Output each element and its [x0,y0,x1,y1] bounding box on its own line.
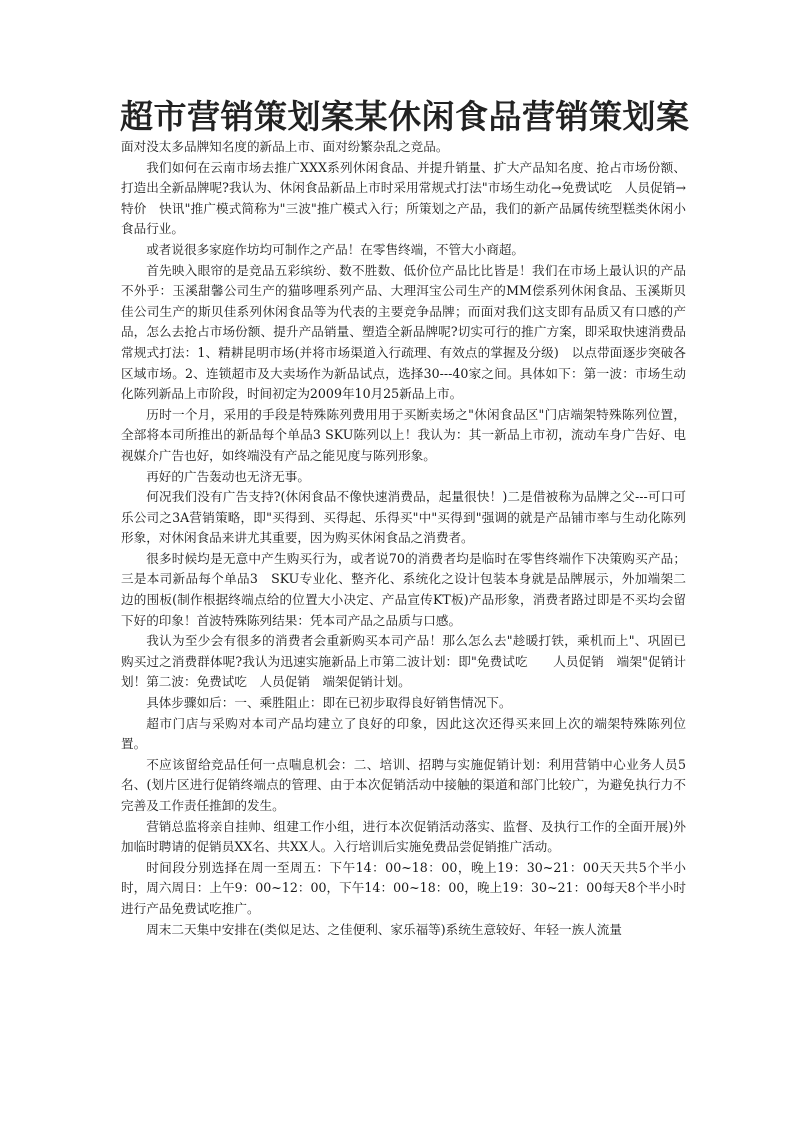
paragraph: 具体步骤如后：一、乘胜阻止：即在已初步取得良好销售情况下。 [146,695,512,711]
paragraph: 很多时候均是无意中产生购买行为，或者说70的消费者均是临时在零售终端作下决策购买产品；三是本司新品每个单品3 SKU专业化、整齐化、系统化之设计包装本身就是品牌展示，外加端架二边的围板(制作根据终端点给的位置大小决定、产品宣传KT板)产品形象，消费者路过即是不买均会留下好的印象！首波特殊陈列结果：凭本司产品之品质与口感。 [121,550,686,628]
paragraph: 面对没太多品牌知名度的新品上市、面对纷繁杂乱之竞品。 [121,139,449,154]
paragraph: 我认为至少会有很多的消费者会重新购买本司产品！那么怎么去"趁暖打铁，乘机而上"、巩固已购买过之消费群体呢?我认为迅速实施新品上市第二波计划：即"免费试吃 人员促销 端架"促销计划！第二波：免费试吃 人员促销 端架促销计划。 [121,633,686,690]
paragraph: 首先映入眼帘的是竞品五彩缤纷、数不胜数、低价位产品比比皆是！我们在市场上最认识的产品不外乎：玉溪甜馨公司生产的猫哆哩系列产品、大理洱宝公司生产的MM偿系列休闲食品、玉溪斯贝佳公司生产的斯贝佳系列休闲食品等为代表的主要竞争品牌；而面对我们这支即有品质又有口感的产品，怎么去抢占市场份额、提升产品销量、塑造全新品牌呢?切实可行的推广方案，即采取快速消费品常规式打法：1、精耕昆明市场(并将市场渠道入行疏理、有效点的掌握及分级) 以点带面逐步突破各区域市场。2、连锁超市及大卖场作为新品试点，选择30---40家之间。具体如下：第一波：市场生动化陈列新品上市阶段，时间初定为2009年10月25新品上市。 [121,262,686,402]
paragraph: 营销总监将亲自挂帅、组建工作小组，进行本次促销活动落实、监督、及执行工作的全面开展)外加临时聘请的促销员XX名、共XX人。入行培训后实施免费品尝促销推广活动。 [121,818,686,855]
paragraph: 我们如何在云南市场去推广XXX系列休闲食品、并提升销量、扩大产品知名度、抢占市场份额、打造出全新品牌呢?我认为、休闲食品新品上市时采用常规式打法"市场生动化→免费试吃 人员促销→特价 快讯"推广模式简称为"三波"推广模式入行；所策划之产品，我们的新产品属传统型糕类休闲小食品行业。 [121,159,686,237]
paragraph: 何况我们没有广告支持?(休闲食品不像快速消费品，起量很快！)二是借被称为品牌之父---可口可乐公司之3A营销策略，即"买得到、买得起、乐得买"中"买得到"强调的就是产品铺市率与生动化陈列形象，对休闲食品来讲尤其重要，因为购买休闲食品之消费者。 [121,489,686,546]
document-title: 超市营销策划案某休闲食品营销策划案 [120,97,690,136]
paragraph: 再好的广告轰动也无济无事。 [146,468,310,484]
document-body [121,137,686,940]
paragraph: 或者说很多家庭作坊均可制作之产品！在零售终端，不管大小商超。 [146,241,524,257]
paragraph: 历时一个月，采用的手段是特殊陈列费用用于买断卖场之"休闲食品区"门店端架特殊陈列位置，全部将本司所推出的新品每个单品3 SKU陈列以上！我认为：其一新品上市初，流动车身广告好、电视媒介广告也好，如终端没有产品之能见度与陈列形象。 [121,406,686,463]
paragraph: 不应该留给竞品任何一点喘息机会：二、培训、招聘与实施促销计划：利用营销中心业务人员5名、(划片区进行促销终端点的管理、由于本次促销活动中接触的渠道和部门比较广，为避免执行力不完善及工作责任推卸的发生。 [121,756,686,813]
paragraph: 时间段分别选择在周一至周五：下午14：00~18：00，晚上19：30~21：00天天共5个半小时，周六周日：上午9：00~12：00，下午14：00~18：00，晚上19：30~21：00每天8个半小时进行产品免费试吃推广。 [121,859,686,916]
paragraph: 超市门店与采购对本司产品均建立了良好的印象，因此这次还得买来回上次的端架特殊陈列位置。 [121,715,686,752]
paragraph: 周末二天集中安排在(类似足达、之佳便利、家乐福等)系统生意较好、年轻一族人流量 [146,921,622,937]
